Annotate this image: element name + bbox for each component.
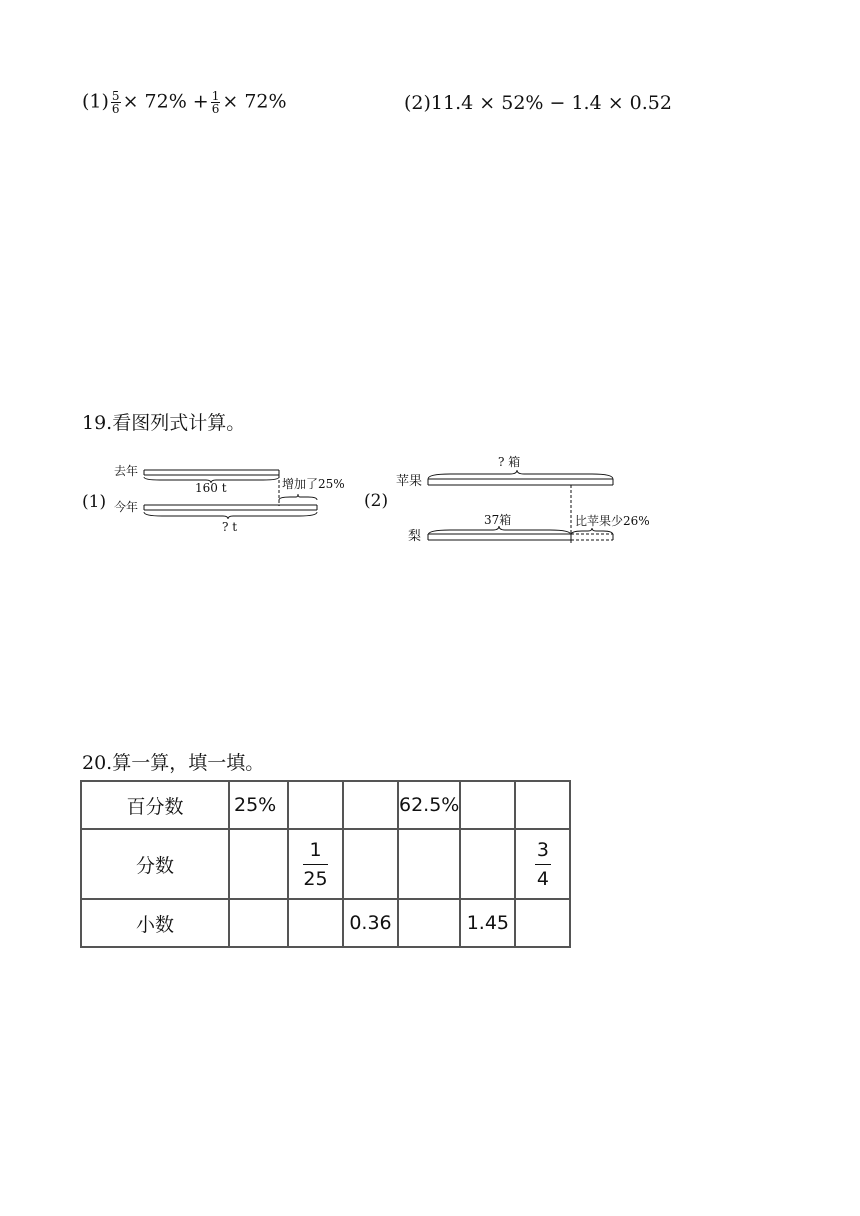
table-row bbox=[81, 899, 570, 947]
d2-pears-label: 梨 bbox=[408, 529, 422, 544]
q18-p1-label: (1) bbox=[82, 90, 109, 113]
row-header-decimal: 小数 bbox=[81, 899, 229, 947]
table-cell[interactable] bbox=[515, 899, 570, 947]
fraction-1-25: $\frac{1}{25}$ bbox=[303, 836, 327, 893]
table-cell[interactable] bbox=[515, 781, 570, 829]
d2-pears-amount-label: 37箱 bbox=[484, 513, 512, 527]
table-cell[interactable]: 25% bbox=[229, 781, 288, 829]
table-row bbox=[81, 829, 570, 899]
d1-base-label: 160 t bbox=[195, 481, 227, 495]
fraction-1-6: $\frac{1}{6}$ bbox=[211, 89, 220, 116]
conversion-table bbox=[80, 780, 571, 948]
table-cell[interactable]: 1.45 bbox=[460, 899, 515, 947]
row-header-percent: 百分数 bbox=[81, 781, 229, 829]
table-cell[interactable] bbox=[288, 899, 343, 947]
d2-apples-label: 苹果 bbox=[396, 474, 423, 489]
d2-label: (2) bbox=[364, 491, 389, 511]
q20-title: 20.算一算，填一填。 bbox=[82, 752, 265, 774]
table-cell[interactable] bbox=[288, 781, 343, 829]
table-cell[interactable] bbox=[398, 899, 460, 947]
table-cell[interactable] bbox=[288, 829, 343, 899]
table-cell[interactable]: 62.5% bbox=[398, 781, 460, 829]
table-cell[interactable] bbox=[343, 829, 398, 899]
table-cell[interactable] bbox=[229, 829, 288, 899]
table-cell[interactable] bbox=[460, 781, 515, 829]
d2-less-label: 比苹果少26% bbox=[575, 514, 650, 528]
d1-this-year-label: 今年 bbox=[114, 500, 139, 514]
q19-diagram-1 bbox=[80, 455, 370, 540]
d1-last-year-label: 去年 bbox=[114, 464, 139, 478]
table-cell[interactable]: 0.36 bbox=[343, 899, 398, 947]
q18-p2-label: (2) bbox=[404, 92, 431, 114]
q18-problem-1 bbox=[82, 90, 287, 115]
table-cell[interactable] bbox=[398, 829, 460, 899]
table-cell[interactable] bbox=[515, 829, 570, 899]
q19-diagram-2 bbox=[360, 448, 680, 548]
q18-p1-expr1: × 72% + bbox=[122, 90, 209, 113]
d1-unknown-label: ? t bbox=[222, 520, 238, 534]
d1-label: (1) bbox=[82, 492, 107, 512]
fraction-3-4: $\frac{3}{4}$ bbox=[535, 836, 551, 893]
fraction-5-6: $\frac{5}{6}$ bbox=[111, 89, 120, 116]
table-cell[interactable] bbox=[460, 829, 515, 899]
table-row bbox=[81, 781, 570, 829]
d2-unknown-label: ? 箱 bbox=[498, 455, 521, 469]
q19-title: 19.看图列式计算。 bbox=[82, 412, 246, 434]
table-cell[interactable] bbox=[229, 899, 288, 947]
q18-p1-expr2: × 72% bbox=[222, 90, 287, 113]
q18-problem-2 bbox=[404, 92, 672, 114]
d1-increase-label: 增加了25% bbox=[282, 477, 345, 491]
row-header-fraction: 分数 bbox=[81, 829, 229, 899]
q18-p2-expr: 11.4 × 52% − 1.4 × 0.52 bbox=[430, 92, 672, 114]
table-cell[interactable] bbox=[343, 781, 398, 829]
